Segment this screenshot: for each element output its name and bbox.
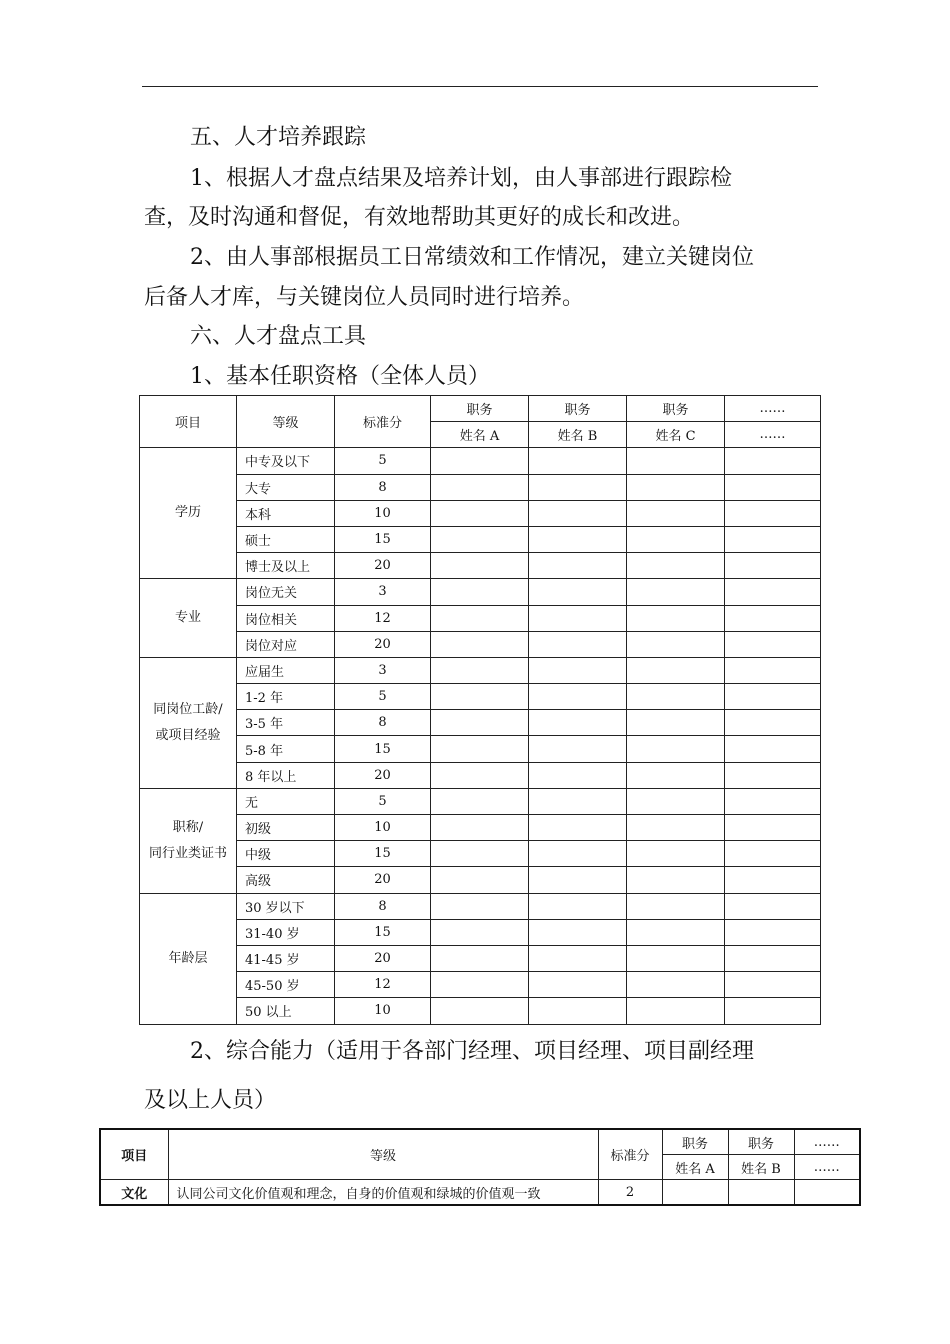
entry-cell[interactable]: [725, 657, 821, 683]
score-cell: 15: [335, 526, 431, 552]
header-item: 项目: [100, 1129, 168, 1180]
header-item: 项目: [140, 396, 237, 448]
item-cell: 文化: [100, 1180, 168, 1206]
entry-cell[interactable]: [627, 998, 725, 1024]
entry-cell[interactable]: [431, 867, 529, 893]
level-cell: 博士及以上: [237, 553, 335, 579]
category-cell: 职称/ 同行业类证书: [140, 788, 237, 893]
entry-cell[interactable]: [627, 893, 725, 919]
table-row: [140, 500, 821, 526]
table-header-row: [140, 396, 821, 422]
header-name-b: 姓名 B: [728, 1155, 794, 1180]
entry-cell[interactable]: [725, 631, 821, 657]
entry-cell[interactable]: [627, 736, 725, 762]
score-cell: 10: [335, 500, 431, 526]
entry-cell[interactable]: [431, 579, 529, 605]
level-cell: 硕士: [237, 526, 335, 552]
entry-cell[interactable]: [529, 867, 627, 893]
table-row: [140, 815, 821, 841]
entry-cell[interactable]: [529, 893, 627, 919]
header-position-a: 职务: [662, 1129, 728, 1155]
header-score: 标准分: [598, 1129, 662, 1180]
entry-cell[interactable]: [529, 762, 627, 788]
table-row: [140, 841, 821, 867]
entry-cell[interactable]: [431, 893, 529, 919]
table-row: [140, 762, 821, 788]
table-row: [140, 579, 821, 605]
entry-cell[interactable]: [627, 710, 725, 736]
score-cell: 20: [335, 631, 431, 657]
header-ellipsis-top: ……: [794, 1129, 860, 1155]
header-position-c: 职务: [627, 396, 725, 422]
header-ellipsis-top: ……: [725, 396, 821, 422]
entry-cell[interactable]: [627, 867, 725, 893]
entry-cell[interactable]: [431, 841, 529, 867]
score-cell: 20: [335, 945, 431, 971]
score-cell: 20: [335, 867, 431, 893]
entry-cell[interactable]: [431, 500, 529, 526]
basic-qualification-table: [139, 395, 821, 1025]
level-cell: 3-5 年: [237, 710, 335, 736]
score-cell: 20: [335, 762, 431, 788]
header-level: 等级: [237, 396, 335, 448]
entry-cell[interactable]: [725, 893, 821, 919]
paragraph-2-line-1: 2、由人事部根据员工日常绩效和工作情况，建立关键岗位: [190, 245, 754, 270]
score-cell: 8: [335, 893, 431, 919]
entry-cell[interactable]: [725, 579, 821, 605]
level-cell: 中专及以下: [237, 448, 335, 474]
header-ellipsis-bottom: ……: [725, 422, 821, 448]
header-name-c: 姓名 C: [627, 422, 725, 448]
score-cell: 5: [335, 684, 431, 710]
category-cell: 年龄层: [140, 893, 237, 1024]
entry-cell[interactable]: [431, 684, 529, 710]
paragraph-1-line-2: 查，及时沟通和督促，有效地帮助其更好的成长和改进。: [144, 205, 695, 230]
entry-cell[interactable]: [431, 553, 529, 579]
subsection-2-line-2: 及以上人员）: [144, 1088, 277, 1113]
entry-cell[interactable]: [529, 631, 627, 657]
level-cell: 认同公司文化价值观和理念，自身的价值观和绿城的价值观一致: [168, 1180, 598, 1206]
header-name-a: 姓名 A: [431, 422, 529, 448]
table-row: [140, 448, 821, 474]
table-row: [140, 631, 821, 657]
level-cell: 1-2 年: [237, 684, 335, 710]
table-row: [140, 526, 821, 552]
entry-cell[interactable]: [431, 605, 529, 631]
entry-cell[interactable]: [725, 500, 821, 526]
level-cell: 高级: [237, 867, 335, 893]
entry-cell[interactable]: [627, 605, 725, 631]
level-cell: 30 岁以下: [237, 893, 335, 919]
header-ellipsis-bottom: ……: [794, 1155, 860, 1180]
entry-cell[interactable]: [431, 448, 529, 474]
entry-cell[interactable]: [627, 474, 725, 500]
entry-cell[interactable]: [529, 526, 627, 552]
entry-cell[interactable]: [627, 526, 725, 552]
entry-cell[interactable]: [529, 945, 627, 971]
entry-cell[interactable]: [431, 998, 529, 1024]
entry-cell[interactable]: [431, 788, 529, 814]
entry-cell[interactable]: [725, 998, 821, 1024]
score-cell: 20: [335, 553, 431, 579]
entry-cell[interactable]: [529, 788, 627, 814]
entry-cell[interactable]: [529, 605, 627, 631]
entry-cell[interactable]: [431, 972, 529, 998]
category-cell: 专业: [140, 579, 237, 658]
paragraph-2-line-2: 后备人才库，与关键岗位人员同时进行培养。: [144, 285, 585, 310]
entry-cell[interactable]: [431, 474, 529, 500]
entry-cell[interactable]: [431, 736, 529, 762]
score-cell: 12: [335, 972, 431, 998]
section-5-title: 五、人才培养跟踪: [190, 125, 367, 150]
entry-cell[interactable]: [725, 474, 821, 500]
level-cell: 中级: [237, 841, 335, 867]
section-6-title: 六、人才盘点工具: [190, 324, 367, 349]
entry-cell[interactable]: [725, 605, 821, 631]
score-cell: 5: [335, 448, 431, 474]
score-cell: 12: [335, 605, 431, 631]
level-cell: 5-8 年: [237, 736, 335, 762]
entry-cell[interactable]: [529, 972, 627, 998]
entry-cell[interactable]: [627, 919, 725, 945]
entry-cell[interactable]: [431, 945, 529, 971]
level-cell: 无: [237, 788, 335, 814]
category-cell: 同岗位工龄/ 或项目经验: [140, 657, 237, 788]
entry-cell[interactable]: [627, 788, 725, 814]
entry-cell[interactable]: [627, 579, 725, 605]
header-level: 等级: [168, 1129, 598, 1180]
entry-cell[interactable]: [529, 474, 627, 500]
header-position-a: 职务: [431, 396, 529, 422]
level-cell: 岗位对应: [237, 631, 335, 657]
level-cell: 岗位相关: [237, 605, 335, 631]
entry-cell[interactable]: [529, 841, 627, 867]
level-cell: 50 以上: [237, 998, 335, 1024]
entry-cell[interactable]: [725, 526, 821, 552]
entry-cell[interactable]: [431, 815, 529, 841]
entry-cell[interactable]: [725, 815, 821, 841]
score-cell: 15: [335, 841, 431, 867]
score-cell: 15: [335, 736, 431, 762]
entry-cell[interactable]: [725, 684, 821, 710]
table-header-row: [100, 1129, 860, 1155]
entry-cell[interactable]: [728, 1180, 794, 1206]
score-cell: 10: [335, 815, 431, 841]
header-position-b: 职务: [728, 1129, 794, 1155]
table-row: [140, 474, 821, 500]
entry-cell[interactable]: [627, 500, 725, 526]
table-row: [140, 605, 821, 631]
header-score: 标准分: [335, 396, 431, 448]
level-cell: 应届生: [237, 657, 335, 683]
header-name-a: 姓名 A: [662, 1155, 728, 1180]
header-position-b: 职务: [529, 396, 627, 422]
entry-cell[interactable]: [627, 684, 725, 710]
table-row: [140, 972, 821, 998]
entry-cell[interactable]: [725, 841, 821, 867]
entry-cell[interactable]: [431, 526, 529, 552]
entry-cell[interactable]: [627, 972, 725, 998]
table-row: [140, 919, 821, 945]
score-cell: 15: [335, 919, 431, 945]
score-cell: 10: [335, 998, 431, 1024]
category-cell: 学历: [140, 448, 237, 579]
entry-cell[interactable]: [431, 762, 529, 788]
entry-cell[interactable]: [529, 500, 627, 526]
entry-cell[interactable]: [627, 762, 725, 788]
table-row: [140, 998, 821, 1024]
level-cell: 大专: [237, 474, 335, 500]
score-cell: 3: [335, 579, 431, 605]
entry-cell[interactable]: [627, 945, 725, 971]
entry-cell[interactable]: [529, 919, 627, 945]
header-name-b: 姓名 B: [529, 422, 627, 448]
table-row: [140, 788, 821, 814]
score-cell: 2: [598, 1180, 662, 1206]
entry-cell[interactable]: [529, 736, 627, 762]
table-row: [140, 945, 821, 971]
entry-cell[interactable]: [725, 788, 821, 814]
table-row: [140, 684, 821, 710]
table-row: [140, 553, 821, 579]
entry-cell[interactable]: [431, 657, 529, 683]
entry-cell[interactable]: [529, 710, 627, 736]
paragraph-1-line-1: 1、根据人才盘点结果及培养计划，由人事部进行跟踪检: [190, 166, 732, 191]
entry-cell[interactable]: [725, 553, 821, 579]
entry-cell[interactable]: [725, 945, 821, 971]
entry-cell[interactable]: [725, 919, 821, 945]
level-cell: 31-40 岁: [237, 919, 335, 945]
table-row: [140, 893, 821, 919]
entry-cell[interactable]: [431, 710, 529, 736]
entry-cell[interactable]: [627, 815, 725, 841]
subsection-1-title: 1、基本任职资格（全体人员）: [190, 364, 490, 389]
score-cell: 5: [335, 788, 431, 814]
entry-cell[interactable]: [529, 579, 627, 605]
entry-cell[interactable]: [431, 919, 529, 945]
table-row: [140, 710, 821, 736]
entry-cell[interactable]: [529, 998, 627, 1024]
table-row: [140, 736, 821, 762]
entry-cell[interactable]: [529, 657, 627, 683]
entry-cell[interactable]: [725, 867, 821, 893]
entry-cell[interactable]: [725, 448, 821, 474]
entry-cell[interactable]: [725, 762, 821, 788]
level-cell: 41-45 岁: [237, 945, 335, 971]
level-cell: 本科: [237, 500, 335, 526]
table-row: [100, 1180, 860, 1206]
score-cell: 8: [335, 710, 431, 736]
entry-cell[interactable]: [627, 841, 725, 867]
entry-cell[interactable]: [627, 657, 725, 683]
level-cell: 初级: [237, 815, 335, 841]
entry-cell[interactable]: [725, 710, 821, 736]
entry-cell[interactable]: [662, 1180, 728, 1206]
comprehensive-ability-table: [99, 1128, 861, 1206]
entry-cell[interactable]: [529, 684, 627, 710]
table-row: [140, 657, 821, 683]
entry-cell[interactable]: [529, 448, 627, 474]
entry-cell[interactable]: [725, 972, 821, 998]
entry-cell[interactable]: [794, 1180, 860, 1206]
entry-cell[interactable]: [627, 448, 725, 474]
entry-cell[interactable]: [529, 553, 627, 579]
score-cell: 3: [335, 657, 431, 683]
entry-cell[interactable]: [431, 631, 529, 657]
score-cell: 8: [335, 474, 431, 500]
header-rule: [142, 86, 818, 87]
level-cell: 45-50 岁: [237, 972, 335, 998]
entry-cell[interactable]: [725, 736, 821, 762]
table-row: [140, 867, 821, 893]
entry-cell[interactable]: [529, 815, 627, 841]
level-cell: 8 年以上: [237, 762, 335, 788]
entry-cell[interactable]: [627, 631, 725, 657]
level-cell: 岗位无关: [237, 579, 335, 605]
entry-cell[interactable]: [627, 553, 725, 579]
subsection-2-line-1: 2、综合能力（适用于各部门经理、项目经理、项目副经理: [190, 1039, 754, 1064]
